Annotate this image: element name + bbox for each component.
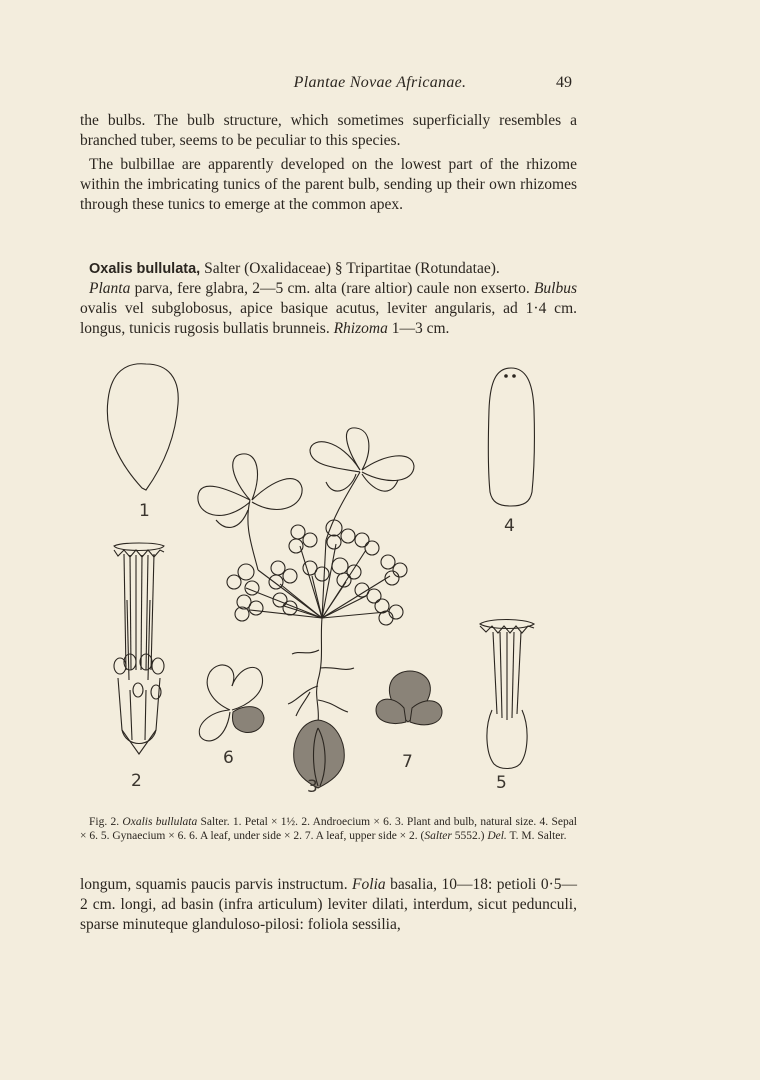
plant-drawing: [198, 428, 414, 788]
label-2: 2: [131, 771, 142, 791]
folia-text: basalia, 10—18: petioli 0·5—2 cm. longi, ad basin (infra articulum) leviter dilati, interdum, sicut pedunculi, sparse minuteque glanduloso-pilosi: foliola sessilia,: [80, 876, 577, 933]
caption-text-1: Salter. 1. Petal × 1½. 2. Androecium × 6. 3. Plant and bulb, natural size. 4. Sepal × 6. 5. Gynaecium × 6. 6. A leaf, under side × 2. 7. A leaf, upper side × 2. (: [80, 816, 578, 842]
bulbus-label: Bulbus: [533, 280, 577, 297]
planta-label: Planta: [89, 280, 131, 297]
caption-fig-label: Fig. 2.: [89, 816, 120, 828]
bulbus-text: ovalis vel subglobosus, apice basique acutus, leviter angularis, ad 1·4 cm. longus, tunicis rugosis bullatis brunneis.: [80, 300, 577, 337]
sepal-drawing: [488, 368, 534, 506]
leaf-upperside-drawing: [376, 671, 442, 725]
caption-species: Oxalis bullulata: [122, 816, 198, 828]
caption-text-3: T. M. Salter.: [506, 830, 567, 842]
label-3: 3: [307, 777, 318, 797]
label-7: 7: [402, 752, 413, 772]
leaf-underside-drawing: [199, 665, 264, 741]
paragraph-bulbillae: The bulbillae are apparently developed on the lowest part of the rhizome within the imbricating tunics of the parent bulb, sending up their own rhizomes through these tunics to emerge at the common apex.: [80, 156, 577, 213]
petal-drawing: [107, 364, 178, 490]
label-4: 4: [504, 516, 515, 536]
continuation-text: [80, 875, 577, 935]
caption-salter: Salter: [424, 830, 452, 842]
paragraph-bulbs: the bulbs. The bulb structure, which sometimes superficially resembles a branched tuber, seems to be peculiar to this species.: [80, 112, 577, 149]
androecium-drawing: [114, 543, 164, 754]
planta-text: parva, fere glabra, 2—5 cm. alta (rare altior) caule non exserto.: [130, 280, 530, 297]
gynaecium-drawing: [480, 620, 534, 769]
folia-label: Folia: [352, 876, 386, 893]
label-5: 5: [496, 773, 507, 793]
caption-text-2: 5552.): [451, 830, 488, 842]
page-number: 49: [556, 74, 572, 91]
opening-text: [80, 111, 577, 215]
rhizoma-label: Rhizoma: [333, 320, 388, 337]
folia-paragraph: [80, 875, 577, 935]
label-1: 1: [139, 501, 150, 521]
continuation-start: longum, squamis paucis parvis instructum.: [80, 876, 353, 893]
species-name: Oxalis bullulata,: [89, 261, 201, 277]
species-heading: [80, 259, 577, 279]
running-header-title: Plantae Novae Africanae.: [293, 74, 467, 91]
label-6: 6: [223, 748, 234, 768]
caption-del: Del.: [487, 830, 507, 842]
species-description: [80, 259, 577, 339]
rhizoma-text: 1—3 cm.: [387, 320, 450, 337]
species-authority: Salter (Oxalidaceae) § Tripartitae (Rotundatae).: [200, 260, 500, 277]
botanical-plate: [0, 350, 760, 810]
species-diagnosis: [80, 279, 577, 339]
figure-caption: [80, 815, 577, 843]
